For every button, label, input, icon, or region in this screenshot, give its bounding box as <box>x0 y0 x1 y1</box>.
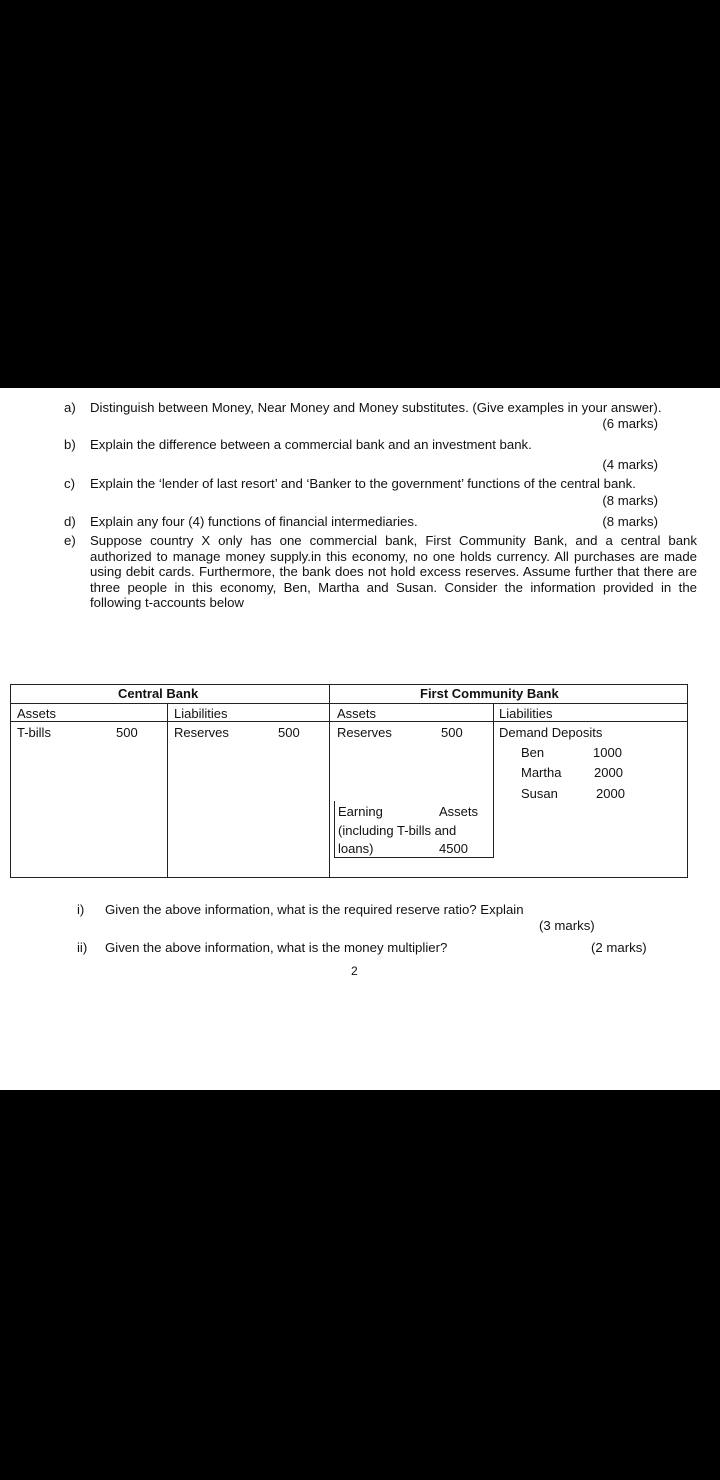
question-text: Distinguish between Money, Near Money and Money substitutes. (Give examples in your answer). <box>90 400 662 415</box>
question-text: Explain the difference between a commercial bank and an investment bank. <box>90 437 532 452</box>
earning-assets-label: Assets <box>439 804 479 819</box>
central-liabilities-header: Liabilities <box>174 706 228 721</box>
depositor-value: 2000 <box>594 765 623 780</box>
question-text: Suppose country X only has one commercial bank, First Community Bank, and a central bank authorized to manage money supply.in this economy, no one holds currency. All purchases are made using debit cards. Furthermore, the bank does not hold excess reserves. Assume further that there are three people in this economy, Ben, Martha and Susan. Consider the information provided in the following t-accounts below <box>90 533 697 610</box>
fcb-liabilities-header: Liabilities <box>499 706 553 721</box>
subquestion-text: Given the above information, what is the required reserve ratio? Explain <box>105 902 524 917</box>
depositor-value: 2000 <box>596 786 625 801</box>
depositor-name: Martha <box>521 765 562 780</box>
document-page <box>0 388 720 1090</box>
question-marks: (4 marks) <box>602 457 658 472</box>
fcb-asset-value: 500 <box>441 725 463 740</box>
question-letter: b) <box>64 437 76 452</box>
question-letter: e) <box>64 533 76 548</box>
central-assets-header: Assets <box>17 706 57 721</box>
subquestion-marks: (2 marks) <box>591 940 647 955</box>
page-number: 2 <box>351 964 358 978</box>
question-letter: a) <box>64 400 76 415</box>
earning-value: 4500 <box>439 841 468 856</box>
earning-label: Earning <box>338 804 383 819</box>
fcb-asset-item: Reserves <box>337 725 392 740</box>
subquestion-marks: (3 marks) <box>539 918 595 933</box>
subquestion-num: ii) <box>77 940 88 955</box>
question-marks: (6 marks) <box>602 416 658 431</box>
question-text: Explain the ‘lender of last resort’ and ‘Banker to the government’ functions of the central bank. <box>90 476 636 491</box>
question-marks: (8 marks) <box>602 493 658 508</box>
central-asset-item: T-bills <box>17 725 51 740</box>
depositor-value: 1000 <box>593 745 622 760</box>
fcb-assets-header: Assets <box>337 706 377 721</box>
central-bank-title: Central Bank <box>118 686 199 701</box>
question-text: Explain any four (4) functions of financial intermediaries. <box>90 514 418 529</box>
central-asset-value: 500 <box>116 725 138 740</box>
question-letter: d) <box>64 514 76 529</box>
depositor-name: Ben <box>521 745 545 760</box>
fcb-deposits-header: Demand Deposits <box>499 725 603 740</box>
depositor-name: Susan <box>521 786 558 801</box>
earning-note: (including T-bills and <box>338 823 457 838</box>
first-community-title: First Community Bank <box>420 686 559 701</box>
earning-note: loans) <box>338 841 374 856</box>
central-liability-value: 500 <box>278 725 300 740</box>
question-letter: c) <box>64 476 75 491</box>
subquestion-num: i) <box>77 902 85 917</box>
question-marks: (8 marks) <box>602 514 658 529</box>
subquestion-text: Given the above information, what is the money multiplier? <box>105 940 448 955</box>
central-liability-item: Reserves <box>174 725 229 740</box>
